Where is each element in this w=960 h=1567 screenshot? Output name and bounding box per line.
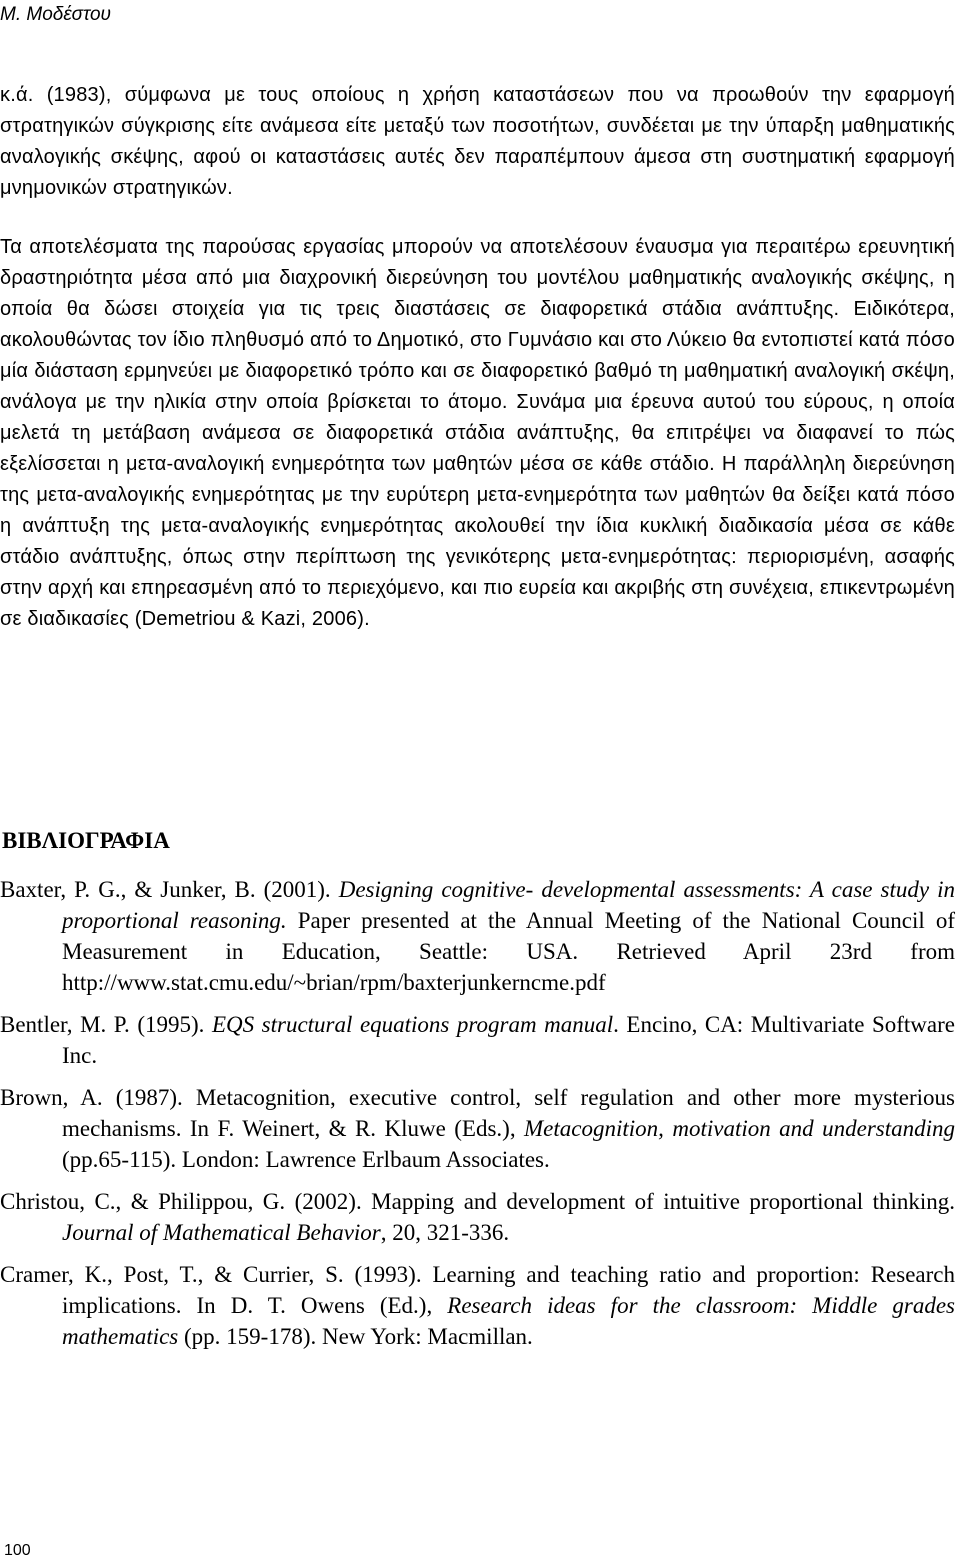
reference-text: (pp.65-115). London: Lawrence Erlbaum Associates. (62, 1147, 550, 1172)
reference-item-bentler (0, 1009, 955, 1071)
reference-title: Designing cognitive- developmental assessments: A case study in proportional reasoning. (62, 877, 955, 933)
reference-text: Baxter, P. G., & Junker, B. (2001). (0, 877, 339, 902)
reference-text: Brown, A. (1987). Metacognition, executive control, self regulation and other more mysterious mechanisms. In F. Weinert, & R. Kluwe (Eds.), (0, 1085, 955, 1141)
reference-text: , 20, 321-336. (380, 1220, 510, 1245)
page-number: 100 (4, 1542, 31, 1559)
reference-item-brown (0, 1082, 955, 1175)
reference-title: Journal of Mathematical Behavior (62, 1220, 381, 1245)
reference-title: EQS structural equations program manual (211, 1012, 614, 1037)
reference-text: (pp. 159-178). New York: Macmillan. (178, 1324, 533, 1349)
reference-item-cramer (0, 1259, 955, 1352)
reference-item-christou (0, 1186, 955, 1248)
references-heading: ΒΙΒΛΙΟΓΡΑΦΙΑ (2, 828, 170, 853)
reference-text: . Encino, CA: Multivariate Software Inc. (62, 1012, 955, 1068)
reference-text: Christou, C., & Philippou, G. (2002). Mapping and development of intuitive proportional thinking. (0, 1189, 955, 1214)
reference-list (0, 874, 955, 1363)
body-paragraph-2: Τα αποτελέσματα της παρούσας εργασίας μπορούν να αποτελέσουν έναυσμα για περαιτέρω ερευνητική δραστηριότητα μέσα από μια διαχρονική διερεύνηση του μοντέλου μαθηματικής αναλογικής σκέψης, η οποία θα δώσει στοιχεία για τις τρεις διαστάσεις σε διαφορετικά στάδια ανάπτυξης. Ειδικότερα, ακολουθώντας τον ίδιο πληθυσμό από το Δημοτικό, στο Γυμνάσιο και στο Λύκειο θα εντοπιστεί κατά πόσο μία διάσταση ερμηνεύει με διαφορετικό τρόπο και σε διαφορετικό βαθμό τη μαθηματική αναλογική σκέψη, ανάλογα με την ηλικία στην οποία βρίσκεται το άτομο. Συνάμα μια έρευνα αυτού του εύρους, η οποία μελετά τη μετάβαση ανάμεσα σε διαφορετικά στάδια ανάπτυξης, θα επιτρέψει να διαφανεί το πώς εξελίσσεται η μετα-αναλογική ενημερότητα των μαθητών μέσα σε κάθε στάδιο. Η παράλληλη διερεύνηση της μετα-αναλογικής ενημερότητας με την ευρύτερη μετα-ενημερότητα των μαθητών θα δείξει κατά πόσο η ανάπτυξη της μετα-αναλογικής ενημερότητας ακολουθεί την ίδια κυκλική διαδικασία μέσα σε κάθε στάδιο ανάπτυξης, όπως στην περίπτωση της γενικότερης μετα-ενημερότητας: περιορισμένη, ασαφής στην αρχή και επηρεασμένη από το περιεχόμενο, και πιο ευρεία και ακριβής στη συνέχεια, επικεντρωμένη σε διαδικασίες (Demetriou & Kazi, 2006). (0, 236, 955, 630)
reference-text: Paper presented at the Annual Meeting of the National Council of Measurement in Education, Seattle: USA. Retrieved April 23rd from http://www.stat.cmu.edu/~brian/rpm/baxterjunkerncme.pdf (62, 908, 955, 995)
reference-text: Cramer, K., Post, T., & Currier, S. (1993). Learning and teaching ratio and proportion: Research implications. In D. T. Owens (Ed.), (0, 1262, 955, 1318)
reference-text: Bentler, M. P. (1995). (0, 1012, 212, 1037)
reference-title: Research ideas for the classroom: Middle grades mathematics (62, 1293, 955, 1349)
body-paragraph-1: κ.ά. (1983), σύμφωνα με τους οποίους η χρήση καταστάσεων που να προωθούν την εφαρμογή στρατηγικών σύγκρισης είτε ανάμεσα είτε μεταξύ των ποσοτήτων, συνδέεται με την ύπαρξη μαθηματικής αναλογικής σκέψης, αφού οι καταστάσεις αυτές δεν παραπέμπουν άμεσα στη συστηματική εφαρμογή μνημονικών στρατηγικών. (0, 84, 955, 199)
reference-item-baxter (0, 874, 955, 998)
running-head: Μ. Μοδέστου (0, 4, 111, 25)
reference-title: Metacognition, motivation and understanding (524, 1116, 955, 1141)
